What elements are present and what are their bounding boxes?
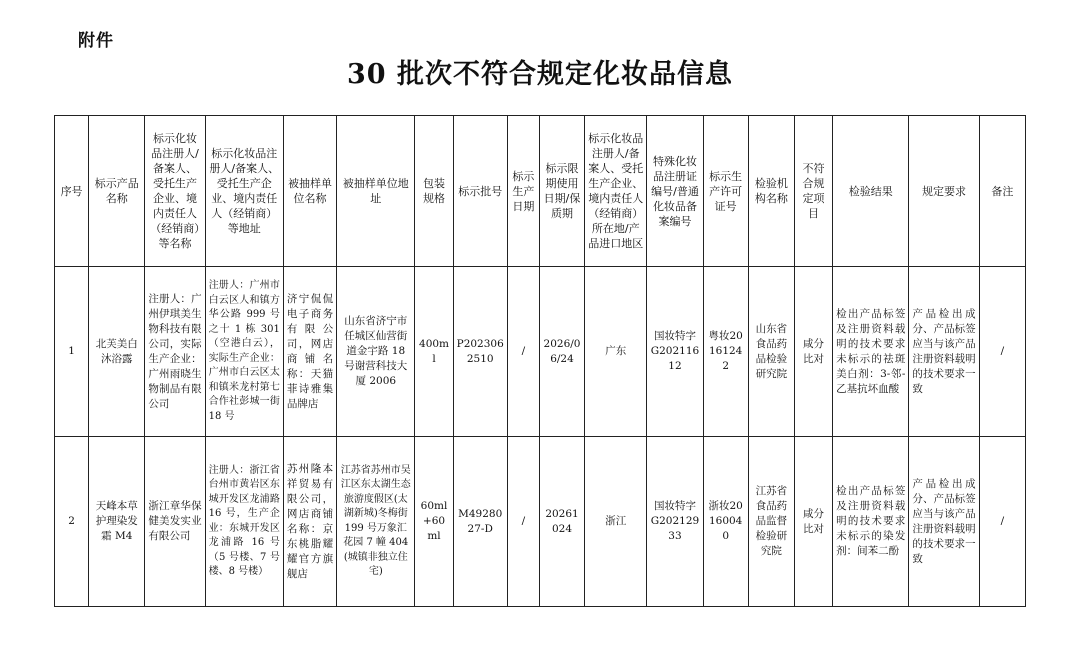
table-cell: 检出产品标签及注册资料载明的技术要求未标示的染发剂：间苯二酚	[833, 437, 909, 607]
table-cell: 20261024	[539, 437, 584, 607]
table-cell: 产品检出成分、产品标签应当与该产品注册资料载明的技术要求一致	[909, 267, 979, 437]
header-cell: 标示生产许可证号	[703, 116, 748, 267]
table-cell: 60ml+60ml	[415, 437, 453, 607]
table-cell: 产品检出成分、产品标签应当与该产品注册资料载明的技术要求一致	[909, 437, 979, 607]
table-cell: 注册人：广州市白云区人和镇方华公路 999 号之十 1 栋 301（空港白云），实际生产企业：广州市白云区太和镇米龙村第七合作社彭城一街 18 号	[205, 267, 283, 437]
table-cell: 咸分比对	[794, 437, 832, 607]
table-cell: 国妆特字G20212933	[647, 437, 703, 607]
header-cell: 标示化妆品注册人/备案人、受托生产企业、境内责任人（经销商）所在地/产品进口地区	[585, 116, 647, 267]
table-cell: 浙江	[585, 437, 647, 607]
table-cell: 江苏省食品药品监督检验研究院	[748, 437, 794, 607]
header-cell: 标示化妆品注册人/备案人、受托生产企业、境内责任人（经销商）等地址	[205, 116, 283, 267]
table-cell: 浙江章华保健美发实业有限公司	[145, 437, 205, 607]
table-cell: 山东省食品药品检验研究院	[748, 267, 794, 437]
table-cell: /	[507, 437, 539, 607]
table-cell: 检出产品标签及注册资料载明的技术要求未标示的祛斑美白剂：3-邻-乙基抗坏血酸	[833, 267, 909, 437]
table-cell: 1	[55, 267, 89, 437]
table-cell: 天峰本草护理染发霜 M4	[89, 437, 145, 607]
table-cell: 北芙美白沐浴露	[89, 267, 145, 437]
table-cell: 苏州隆本祥贸易有限公司，网店商铺名称：京东桃脂耀耀官方旗舰店	[283, 437, 336, 607]
table-cell: 济宁侃侃电子商务有限公司，网店商铺名称：天猫菲诗雅集品牌店	[283, 267, 336, 437]
table-cell: 注册人：浙江省台州市黄岩区东城开发区龙浦路 16 号，生产企业：东城开发区龙浦路 16 号（5 号楼、7 号楼、8 号楼）	[205, 437, 283, 607]
table-cell: 粤妆20161242	[703, 267, 748, 437]
table-cell: P2023062510	[453, 267, 507, 437]
header-cell: 备注	[979, 116, 1025, 267]
table-cell: 国妆特字G20211612	[647, 267, 703, 437]
table-header-row	[55, 116, 1026, 267]
table-cell: 山东省济宁市任城区仙营街道金宇路 18 号谢营科技大厦 2006	[337, 267, 415, 437]
table-cell: 江苏省苏州市吴江区东太湖生态旅游度假区(太湖新城)冬梅街 199 号万象汇花园 7 幢 404(城镇非独立住宅)	[337, 437, 415, 607]
header-cell: 检验机构名称	[748, 116, 794, 267]
page-title: 30 批次不符合规定化妆品信息	[347, 59, 733, 90]
table-cell: 注册人：广州伊琪美生物科技有限公司，实际生产企业：广州雨晓生物制品有限公司	[145, 267, 205, 437]
table-cell: 2026/06/24	[539, 267, 584, 437]
header-cell: 被抽样单位地址	[337, 116, 415, 267]
table-cell: /	[979, 437, 1025, 607]
table-cell: 浙妆20160040	[703, 437, 748, 607]
header-cell: 不符合规定项目	[794, 116, 832, 267]
table-cell: 咸分比对	[794, 267, 832, 437]
table-cell: /	[979, 267, 1025, 437]
header-cell: 标示产品名称	[89, 116, 145, 267]
table-cell: 广东	[585, 267, 647, 437]
header-cell: 标示批号	[453, 116, 507, 267]
header-cell: 标示生产日期	[507, 116, 539, 267]
header-cell: 被抽样单位名称	[283, 116, 336, 267]
header-cell: 检验结果	[833, 116, 909, 267]
table-row	[55, 437, 1026, 607]
header-cell: 特殊化妆品注册证编号/普通化妆品备案编号	[647, 116, 703, 267]
table-cell: M4928027-D	[453, 437, 507, 607]
header-cell: 标示化妆品注册人/备案人、受托生产企业、境内责任人（经销商）等名称	[145, 116, 205, 267]
nonconforming-cosmetics-table	[54, 115, 1026, 607]
table-row	[55, 267, 1026, 437]
header-cell: 包装规格	[415, 116, 453, 267]
header-cell: 标示限期使用日期/保质期	[539, 116, 584, 267]
table-cell: /	[507, 267, 539, 437]
table-cell: 2	[55, 437, 89, 607]
table-cell: 400ml	[415, 267, 453, 437]
header-cell: 规定要求	[909, 116, 979, 267]
header-cell: 序号	[55, 116, 89, 267]
attachment-label: 附件	[78, 31, 114, 51]
